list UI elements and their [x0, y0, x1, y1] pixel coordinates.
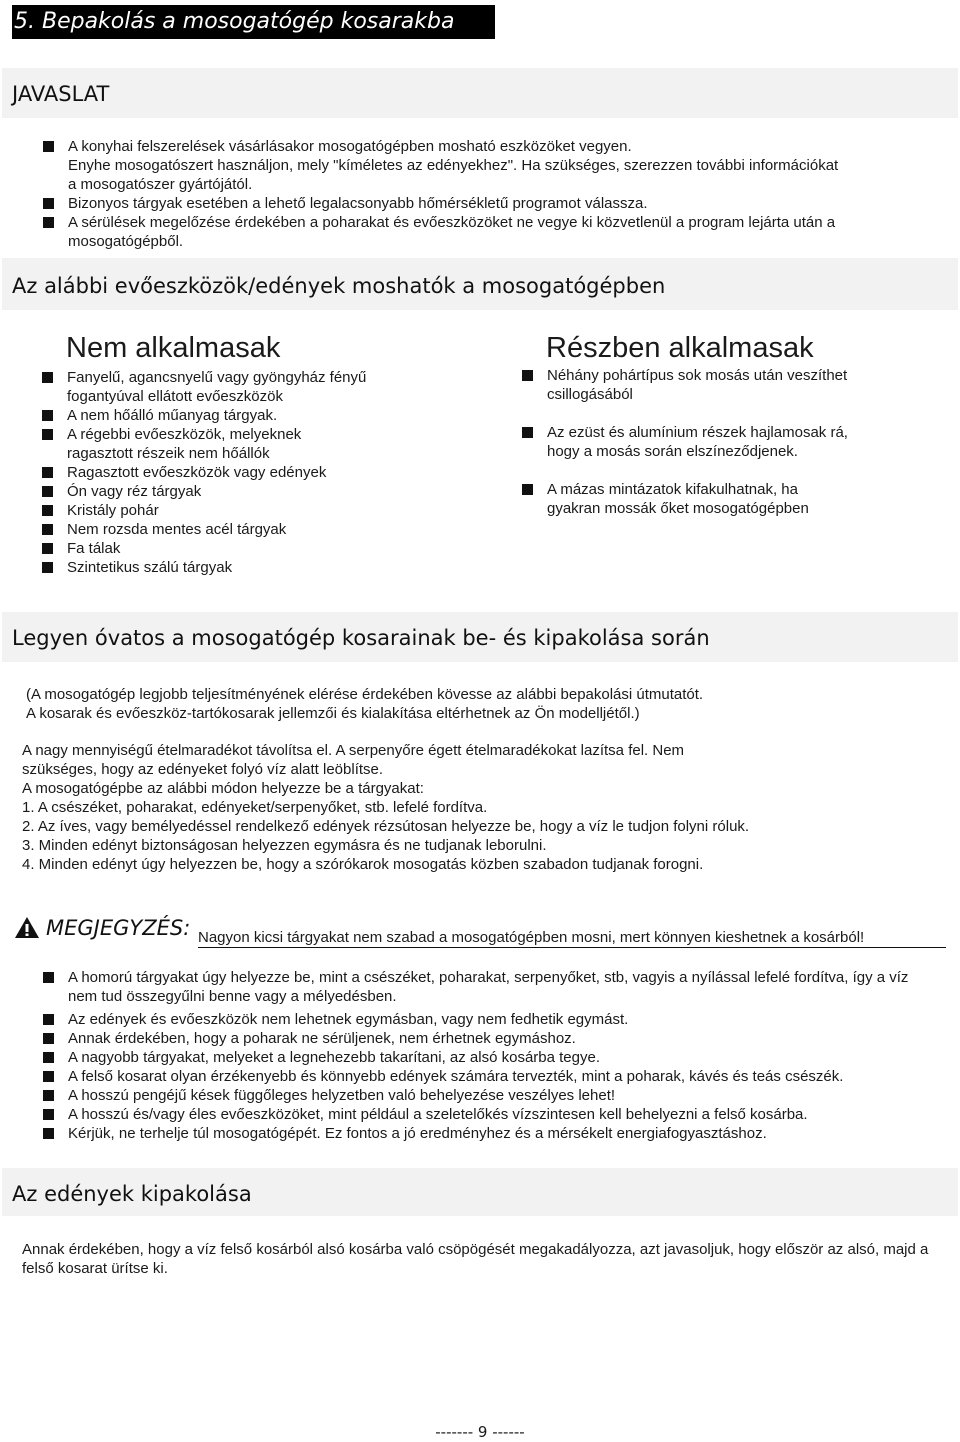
list-item: Fanyelű, agancsnyelű vagy gyöngyház fényű fogantyúval ellátott evőeszközök	[41, 368, 371, 406]
step-item: 3. Minden edényt biztonságosan helyezzen egymásra és ne tudjanak leborulni.	[22, 837, 547, 854]
loading-heading: Legyen óvatos a mosogatógép kosarainak be- és kipakolása során	[2, 612, 958, 662]
list-item: A felső kosarat olyan érzékenyebb és könnyebb edények számára tervezték, mint a poharak, kávés és teás csészék.	[42, 1067, 922, 1086]
list-item: A mázas mintázatok kifakulhatnak, ha gyakran mossák őket mosogatógépben	[521, 480, 851, 518]
caution-list	[42, 968, 922, 1143]
partially-suitable-list	[521, 366, 851, 537]
list-item: Fa tálak	[41, 539, 371, 558]
list-item: Szintetikus szálú tárgyak	[41, 558, 371, 577]
intro-line: A kosarak és evőeszköz-tartókosarak jellemzői és kialakítása eltérhetnek az Ön modelljétől.)	[26, 705, 640, 722]
list-item: A sérülések megelőzése érdekében a poharakat és evőeszközöket ne vegye ki közvetlenül a program lejárta után a mosogatógépből.	[42, 213, 842, 251]
page-number: ------- 9 ------	[435, 1423, 525, 1441]
list-item: Kérjük, ne terhelje túl mosogatógépét. Ez fontos a jó eredményhez és a mérsékelt energiafogyasztáshoz.	[42, 1124, 922, 1143]
note-box	[14, 914, 954, 950]
step-item: 1. A csészéket, poharakat, edényeket/serpenyőket, stb. lefelé fordítva.	[22, 799, 488, 816]
step-item: 4. Minden edényt úgy helyezzen be, hogy a szórókarok mosogatás közben szabadon tudjanak forogni.	[22, 856, 704, 873]
note-text: Nagyon kicsi tárgyakat nem szabad a mosogatógépben mosni, mert könnyen kieshetnek a kosárból!	[198, 928, 946, 948]
loading-steps	[22, 741, 922, 874]
warning-icon	[14, 916, 40, 939]
unloading-heading: Az edények kipakolása	[2, 1168, 958, 1216]
unloading-text: Annak érdekében, hogy a víz felső kosárból alsó kosárba való csöpögését megakadályozza, azt javasoljuk, hogy először az alsó, majd a felső kosarat ürítse ki.	[22, 1241, 929, 1277]
step-item: 2. Az íves, vagy bemélyedéssel rendelkező edények rézsútosan helyezze be, hogy a víz le tudjon folyni róluk.	[22, 818, 750, 835]
list-item: A hosszú és/vagy éles evőeszközöket, mint például a szeletelőkés vízszintesen kell behelyezni a felső kosárba.	[42, 1105, 922, 1124]
loading-paragraph: A nagy mennyiségű ételmaradékot távolítsa el. A serpenyőre égett ételmaradékokat lazítsa fel. Nem szükséges, hogy az edényeket folyó víz alatt leöblítse.	[22, 742, 685, 778]
not-suitable-title: Nem alkalmasak	[66, 332, 281, 364]
list-item: Ragasztott evőeszközök vagy edények	[41, 463, 371, 482]
list-item: Az edények és evőeszközök nem lehetnek egymásban, vagy nem fedhetik egymást.	[42, 1010, 922, 1029]
washable-heading: Az alábbi evőeszközök/edények moshatók a mosogatógépben	[2, 258, 958, 310]
chapter-title: 5. Bepakolás a mosogatógép kosarakba	[12, 5, 495, 39]
list-item: Ón vagy réz tárgyak	[41, 482, 371, 501]
partially-suitable-title: Részben alkalmasak	[546, 332, 814, 364]
loading-intro	[26, 685, 846, 723]
intro-line: (A mosogatógép legjobb teljesítményének elérése érdekében kövesse az alábbi bepakolási útmutatót.	[26, 686, 704, 703]
list-item: Az ezüst és alumínium részek hajlamosak rá, hogy a mosás során elszíneződjenek.	[521, 423, 851, 461]
tips-list	[42, 137, 842, 251]
list-item: A homorú tárgyakat úgy helyezze be, mint a csészéket, poharakat, serpenyőket, stb, vagyis a nyílással lefelé fordítva, így a víz nem tud összegyűlni benne vagy a mélyedésben.	[42, 968, 922, 1006]
list-item: Néhány pohártípus sok mosás után veszíthet csillogásából	[521, 366, 851, 404]
list-item: Annak érdekében, hogy a poharak ne sérüljenek, nem érhetnek egymáshoz.	[42, 1029, 922, 1048]
list-item: A nem hőálló műanyag tárgyak.	[41, 406, 371, 425]
list-item: Bizonyos tárgyak esetében a lehető legalacsonyabb hőmérsékletű programot válassza.	[42, 194, 842, 213]
list-item: A nagyobb tárgyakat, melyeket a legnehezebb takarítani, az alsó kosárba tegye.	[42, 1048, 922, 1067]
note-label: MEGJEGYZÉS:	[46, 916, 191, 940]
not-suitable-list	[41, 368, 371, 577]
list-item: A konyhai felszerelések vásárlásakor mosogatógépben mosható eszközöket vegyen.	[42, 137, 842, 156]
list-item: Enyhe mosogatószert használjon, mely "kíméletes az edényekhez". Ha szükséges, szerezzen további információkat a mosogatószer gyártójától.	[68, 157, 839, 193]
tips-heading: JAVASLAT	[2, 68, 958, 118]
list-item: A régebbi evőeszközök, melyeknek ragasztott részeik nem hőállók	[41, 425, 371, 463]
list-item: Kristály pohár	[41, 501, 371, 520]
list-item: Nem rozsda mentes acél tárgyak	[41, 520, 371, 539]
list-item: A hosszú pengéjű kések függőleges helyzetben való behelyezése veszélyes lehet!	[42, 1086, 922, 1105]
place-intro: A mosogatógépbe az alábbi módon helyezze be a tárgyakat:	[22, 780, 424, 797]
